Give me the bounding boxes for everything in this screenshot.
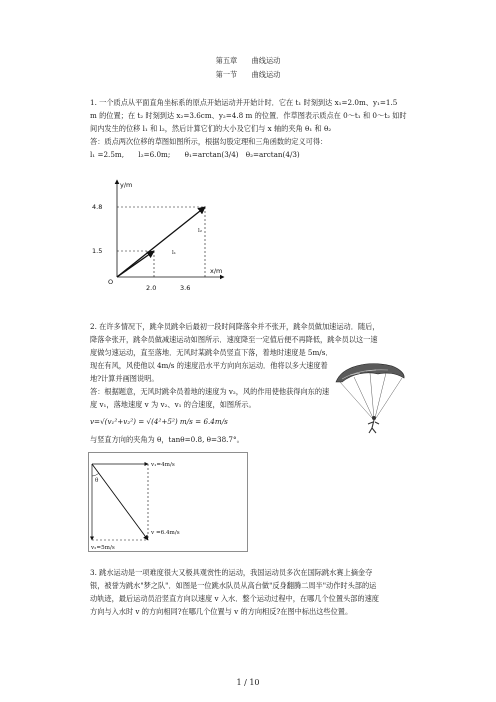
q1-line-5: l₁ =2.5m, l₂=6.0m; θ₁=arctan(3/4) θ₂=arctan(4/3) — [90, 150, 300, 159]
chapter-title: 第五章 曲线运动 — [215, 56, 281, 65]
q2-formula: v=√(v₁²+v₂²) = √(4²+5²) m/s = 6.4m/s — [90, 417, 228, 426]
q2-line-2: 降落伞张开，跳伞员做减速运动如图所示．速度降至一定值后便不再降低，跳伞员以这一速 — [90, 335, 378, 344]
v-label: v =6.4m/s — [151, 530, 180, 536]
q2-line-7: 度 v₁，落地速度 v 为 v₂、v₁ 的合速度，如图所示。 — [90, 400, 256, 409]
v2-label: v₂=5m/s — [91, 545, 115, 551]
q1-line-4: 答：质点两次位移的草图如图所示，根据勾股定理和三角函数的定义可得： — [90, 137, 328, 146]
q3-line-2: 银，被誉为跳水"梦之队"．如图是一位跳水队员从高台做"反身翻腾二周半"动作时头部的运 — [90, 581, 377, 590]
x-axis-label: x/m — [210, 267, 223, 275]
q2-line-3: 度做匀速运动，直至落地．无风时某跳伞员竖直下落，着地时速度是 5m/s． — [90, 348, 333, 357]
theta-label: θ — [95, 478, 99, 484]
paraglider-illustration — [330, 360, 410, 434]
origin-label: O — [108, 278, 114, 286]
q3-line-4: 方向与入水时 v 的方向相同?在哪几个位置与 v 的方向相反?在图中标出这些位置。 — [90, 607, 353, 616]
q2-line-4: 现在有风，风使他以 4m/s 的速度沿水平方向向东运动．他将以多大速度着 — [90, 361, 328, 370]
q3-line-1: 3. 跳水运动是一项难度很大又极具观赏性的运动，我国运动员多次在国际跳水赛上摘金夺 — [90, 568, 373, 577]
l1-label: l₁ — [172, 250, 177, 256]
q2-line-5: 地?计算并画图说明。 — [90, 374, 159, 383]
page-number: 1 / 10 — [236, 678, 260, 687]
y-tick-1.5: 1.5 — [92, 247, 103, 255]
x-tick-3.6: 3.6 — [180, 284, 191, 292]
v1-label: v₁=4m/s — [151, 462, 175, 468]
vector-l2 — [117, 207, 205, 277]
vector-v — [92, 464, 148, 540]
section-title: 第一节 曲线运动 — [215, 70, 281, 79]
y-axis-label: y/m — [120, 181, 133, 189]
q2-line-1: 2. 在许多情况下，跳伞员跳伞后最初一段时间降落伞并不张开，跳伞员做加速运动．随后， — [90, 322, 380, 331]
parachute-canopy — [336, 364, 404, 382]
l2-label: l₂ — [198, 228, 203, 234]
q1-line-3: 间内发生的位移 l₁ 和 l₂，然后计算它们的大小及它们与 x 轴的夹角 θ₁ 和 θ₂ — [90, 124, 332, 133]
q3-line-3: 动轨迹，最后运动员沿竖直方向以速度 v 入水．整个运动过程中，在哪几个位置头部的速度 — [90, 594, 379, 603]
theta-arc — [92, 473, 99, 476]
q2-velocity-figure — [88, 452, 248, 552]
q2-line-6: 答：根据题意，无风时跳伞员着地的速度为 v₂，风的作用使他获得向东的速 — [90, 387, 330, 396]
skydiver-figure — [368, 416, 379, 433]
q1-line-2: m 的位置；在 t₂ 时刻到达 x₂=3.6cm、y₂=4.8 m 的位置．作草图表示质点在 0～t₁ 和 0～t₂ 如时 — [90, 111, 407, 120]
q1-displacement-figure — [88, 172, 248, 302]
q1-line-1: 1. 一个质点从平面直角坐标系的原点开始运动并开始计时．它在 t₁ 时刻到达 x₁=2.0m、y₁=1.5 — [90, 98, 398, 107]
x-tick-2.0: 2.0 — [146, 284, 157, 292]
y-tick-4.8: 4.8 — [92, 203, 103, 211]
q2-line-8: 与竖直方向的夹角为 θ，tanθ=0.8, θ=38.7°。 — [90, 435, 244, 444]
